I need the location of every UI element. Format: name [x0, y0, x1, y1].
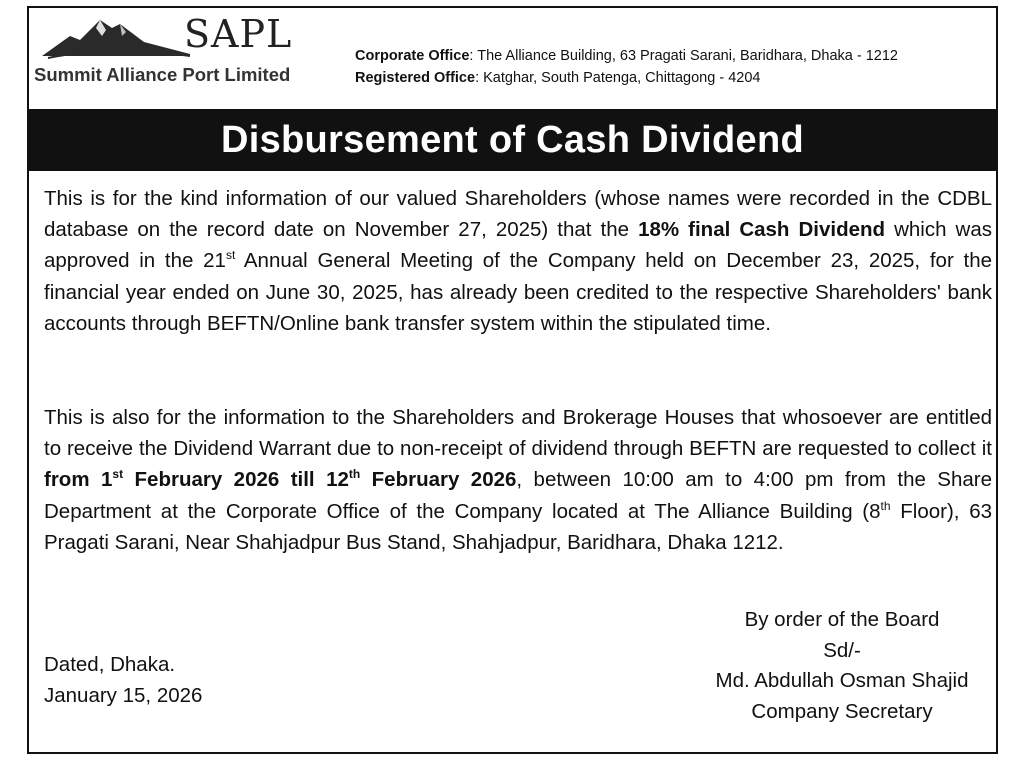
- sign-sd: Sd/-: [823, 638, 861, 662]
- corporate-office-label: Corporate Office: [355, 48, 470, 64]
- sign-designation: Company Secretary: [751, 699, 933, 723]
- sign-name: Md. Abdullah Osman Shajid: [715, 669, 969, 692]
- company-logo: [34, 14, 339, 90]
- signature-block: [680, 605, 1004, 727]
- p2-text-2: , between 10:00 am to 4:00 pm from the Share Department at the Corporate Office of the Company located at The Alliance Building (8: [44, 468, 993, 523]
- page-title: Disbursement of Cash Dividend: [220, 119, 805, 161]
- registered-office-address: : Katghar, South Patenga, Chittagong - 4204: [475, 70, 761, 86]
- notice-paragraph-2: [44, 402, 992, 558]
- dated-block: [44, 649, 202, 711]
- p2-bold-1: from 1: [44, 468, 113, 492]
- title-banner: [29, 109, 996, 171]
- dated-place: Dated, Dhaka.: [44, 653, 176, 676]
- p2-text-1: This is also for the information to the Shareholders and Brokerage Houses that whosoever are entitled to receive the Dividend Warrant due to non-receipt of dividend through BEFTN are requested to collect it: [44, 406, 992, 461]
- p1-text-2: which was approved in the 21: [44, 218, 993, 273]
- sign-by-order: By order of the Board: [744, 608, 940, 631]
- dated-date: January 15, 2026: [44, 684, 203, 707]
- p2-sup-3: th: [880, 498, 891, 513]
- corporate-office-line: [355, 45, 898, 67]
- corporate-office-address: : The Alliance Building, 63 Pragati Sarani, Baridhara, Dhaka - 1212: [469, 48, 898, 64]
- notice-paragraph-1: [44, 183, 992, 339]
- p2-sup-2: th: [348, 467, 361, 482]
- office-addresses: [355, 45, 898, 89]
- logo-company-name: Summit Alliance Port Limited: [34, 64, 291, 85]
- p1-bold-dividend: 18% final Cash Dividend: [638, 218, 886, 242]
- p2-sup-1: st: [112, 467, 124, 482]
- p1-text-3: Annual General Meeting of the Company held on December 23, 2025, for the financial year ended on June 30, 2025, has already been credited to the respective Shareholders' bank accounts through BEFTN/Online bank transfer system within the stipulated time.: [44, 249, 993, 335]
- p2-bold-3: February 2026: [360, 468, 517, 492]
- logo-abbreviation: SAPL: [184, 12, 293, 56]
- registered-office-label: Registered Office: [355, 70, 476, 86]
- p2-bold-2: February 2026 till 12: [123, 468, 349, 492]
- p1-sup-1: st: [225, 248, 236, 263]
- registered-office-line: [355, 67, 898, 89]
- p1-text-1: This is for the kind information of our valued Shareholders (whose names were recorded in the CDBL database on the record date on November 27, 2025) that the: [44, 187, 992, 242]
- mountain-logo-icon: [40, 14, 190, 60]
- p2-text-3: Floor), 63 Pragati Sarani, Near Shahjadpur Bus Stand, Shahjadpur, Baridhara, Dhaka 1212.: [44, 499, 993, 554]
